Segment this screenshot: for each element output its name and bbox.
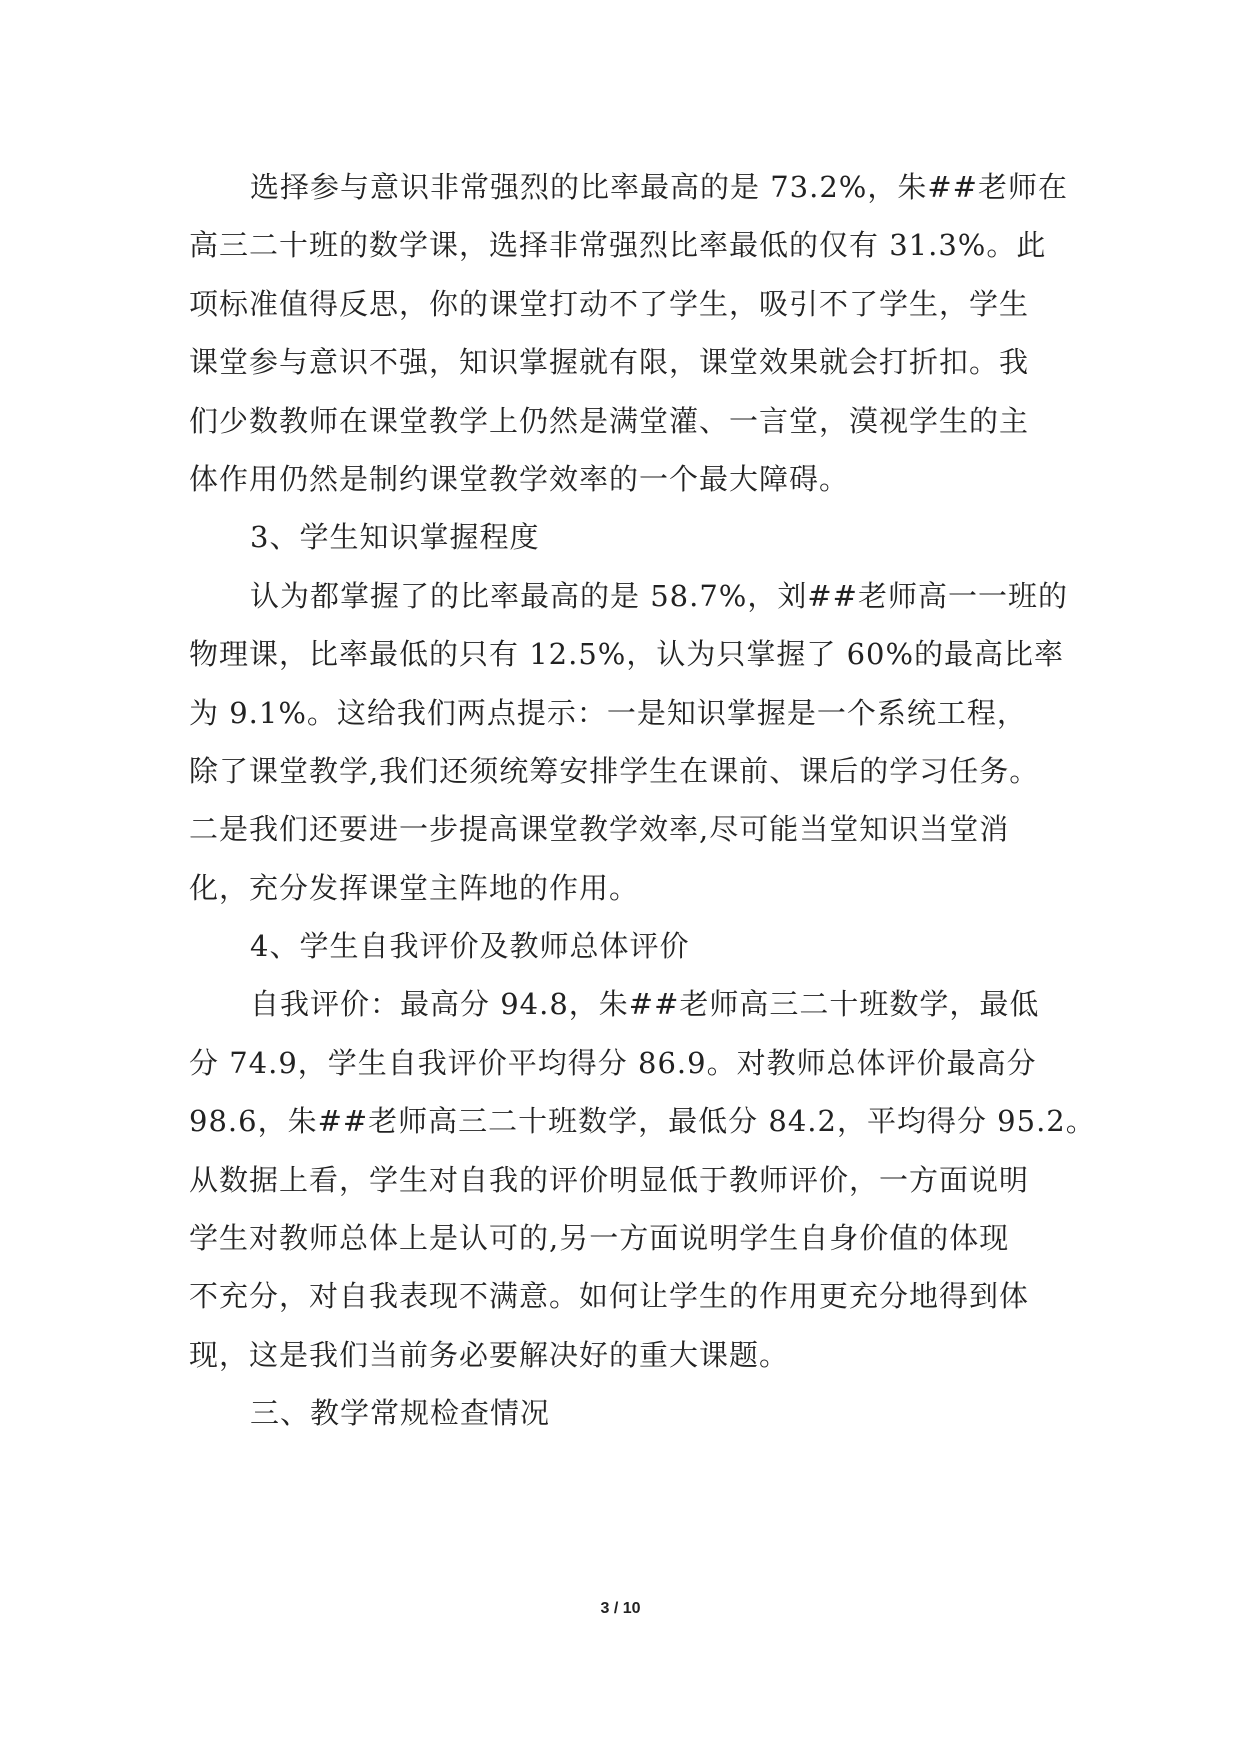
paragraph-line: 除了课堂教学,我们还须统筹安排学生在课前、课后的学习任务。 bbox=[189, 753, 1040, 788]
paragraph-line: 98.6，朱##老师高三二十班数学，最低分 84.2，平均得分 95.2。 bbox=[189, 1104, 1096, 1139]
paragraph-line: 认为都掌握了的比率最高的是 58.7%，刘##老师高一一班的 bbox=[250, 578, 1068, 613]
document-body bbox=[189, 158, 1096, 1443]
paragraph-line: 高三二十班的数学课，选择非常强烈比率最低的仅有 31.3%。此 bbox=[189, 228, 1047, 263]
section-heading: 4、学生自我评价及教师总体评价 bbox=[250, 929, 690, 964]
paragraph-line: 自我评价：最高分 94.8，朱##老师高三二十班数学，最低 bbox=[250, 987, 1040, 1022]
paragraph-line: 物理课，比率最低的只有 12.5%，认为只掌握了 60%的最高比率 bbox=[189, 637, 1065, 672]
paragraph-line: 现，这是我们当前务必要解决好的重大课题。 bbox=[189, 1337, 790, 1372]
page-number: 3 / 10 bbox=[600, 1600, 641, 1617]
paragraph-line: 二是我们还要进一步提高课堂教学效率,尽可能当堂知识当堂消 bbox=[189, 812, 1010, 847]
section-heading: 3、学生知识掌握程度 bbox=[250, 520, 540, 555]
paragraph-line: 学生对教师总体上是认可的,另一方面说明学生自身价值的体现 bbox=[189, 1221, 1010, 1256]
paragraph-line: 化，充分发挥课堂主阵地的作用。 bbox=[189, 870, 640, 905]
paragraph-line: 为 9.1%。这给我们两点提示：一是知识掌握是一个系统工程， bbox=[189, 695, 1027, 730]
paragraph-line: 不充分，对自我表现不满意。如何让学生的作用更充分地得到体 bbox=[189, 1279, 1030, 1314]
paragraph-line: 选择参与意识非常强烈的比率最高的是 73.2%，朱##老师在 bbox=[250, 170, 1068, 204]
paragraph-line: 分 74.9，学生自我评价平均得分 86.9。对教师总体评价最高分 bbox=[189, 1045, 1037, 1080]
paragraph-line: 项标准值得反思，你的课堂打动不了学生，吸引不了学生，学生 bbox=[189, 286, 1030, 321]
paragraph-line: 们少数教师在课堂教学上仍然是满堂灌、一言堂，漠视学生的主 bbox=[189, 403, 1030, 438]
section-heading: 三、教学常规检查情况 bbox=[250, 1396, 551, 1431]
paragraph-line: 体作用仍然是制约课堂教学效率的一个最大障碍。 bbox=[189, 461, 850, 496]
paragraph-line: 课堂参与意识不强，知识掌握就有限，课堂效果就会打折扣。我 bbox=[189, 345, 1030, 380]
paragraph-line: 从数据上看，学生对自我的评价明显低于教师评价，一方面说明 bbox=[189, 1162, 1030, 1197]
